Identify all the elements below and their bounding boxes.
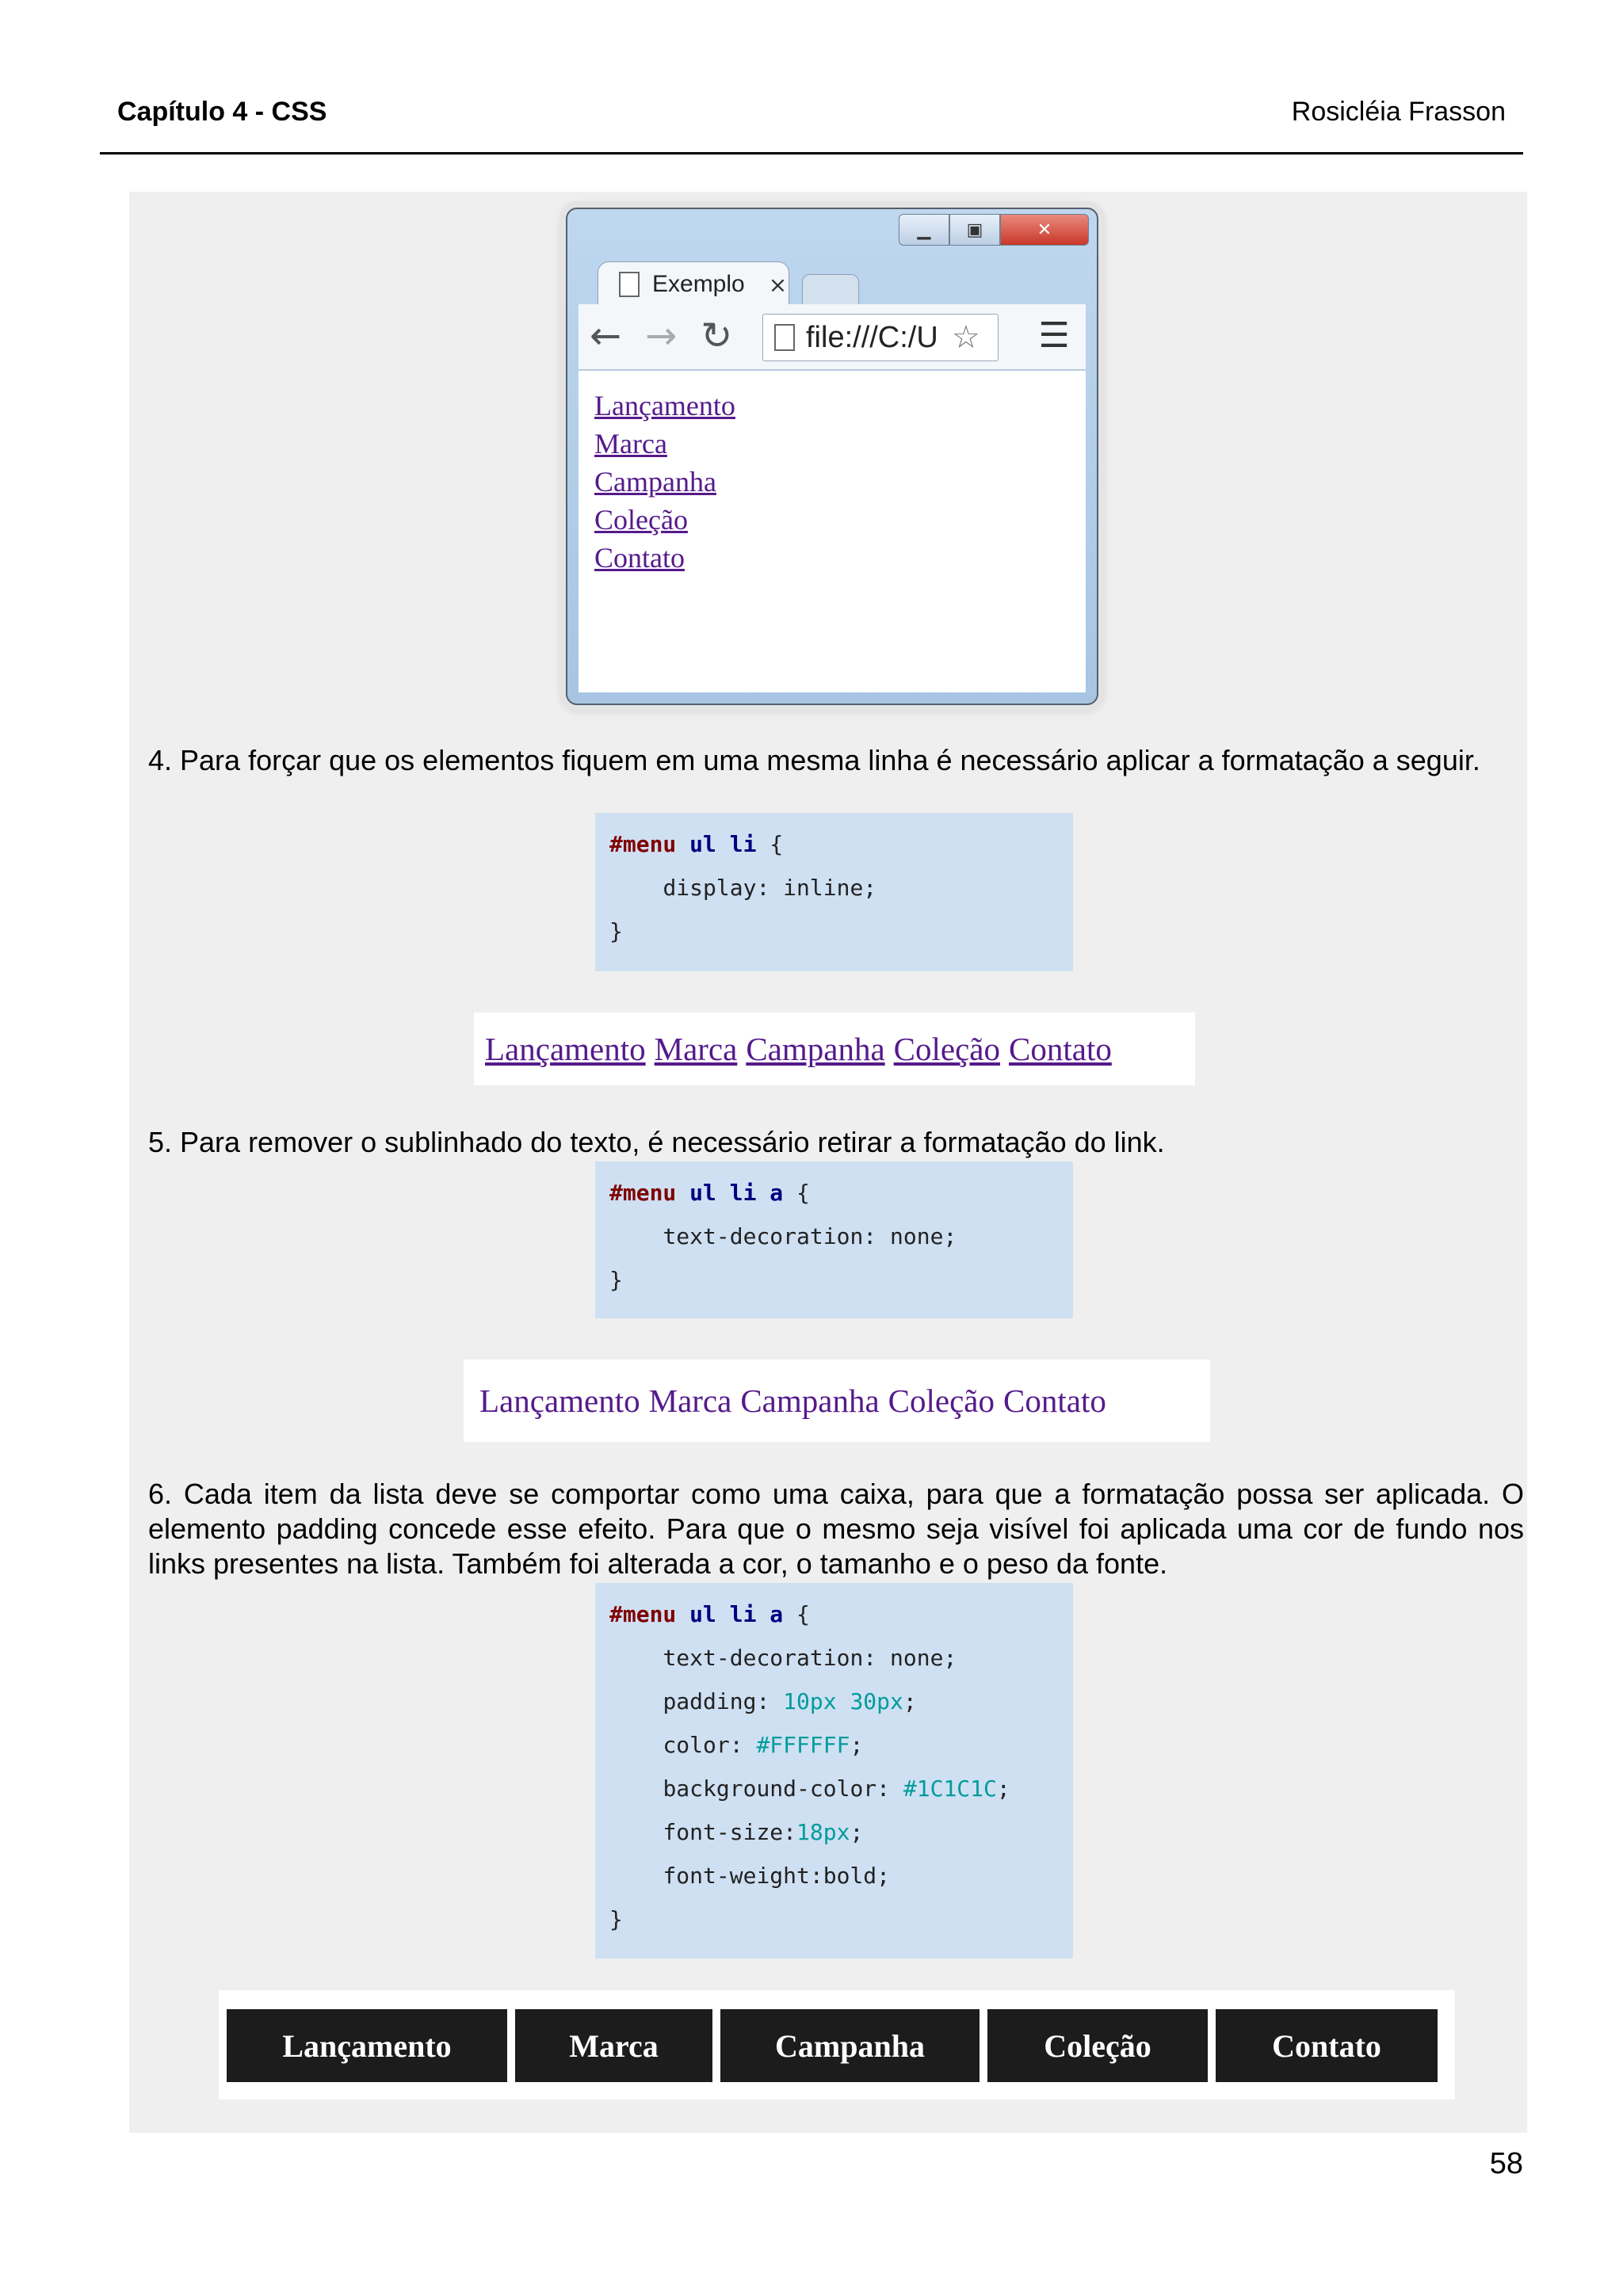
maximize-icon[interactable]: ▣ xyxy=(949,214,1000,246)
demo-link[interactable]: Campanha xyxy=(746,1031,885,1067)
link-lancamento[interactable]: Lançamento xyxy=(594,390,735,421)
link-colecao[interactable]: Coleção xyxy=(594,504,688,536)
step-5-text: 5. Para remover o sublinhado do texto, é necessário retirar a formatação do link. xyxy=(148,1126,1165,1158)
browser-toolbar xyxy=(579,304,1086,370)
browser-window xyxy=(566,208,1098,705)
chapter-title: Capítulo 4 - CSS xyxy=(117,97,327,127)
address-bar[interactable] xyxy=(762,314,999,361)
browser-tab[interactable] xyxy=(598,261,789,307)
author-name: Rosicléia Frasson xyxy=(1291,97,1506,127)
link-campanha[interactable]: Campanha xyxy=(594,466,716,498)
demo-link[interactable]: Campanha xyxy=(740,1383,880,1419)
code-block-inline: #menu ul li { display: inline; } xyxy=(595,813,1073,971)
forward-arrow-icon[interactable]: → xyxy=(645,314,678,358)
demo-link[interactable]: Coleção xyxy=(888,1383,995,1419)
demo-link[interactable]: Lançamento xyxy=(485,1031,646,1067)
new-tab-button[interactable] xyxy=(802,274,859,307)
demo-link[interactable]: Marca xyxy=(654,1031,738,1067)
menu-button-contato[interactable]: Contato xyxy=(1216,2009,1438,2082)
minimize-icon[interactable]: ▁ xyxy=(899,214,949,246)
reload-icon[interactable]: ↻ xyxy=(701,314,733,358)
demo-link[interactable]: Lançamento xyxy=(479,1383,640,1419)
demo-link[interactable]: Marca xyxy=(648,1383,732,1419)
bookmark-star-icon[interactable]: ☆ xyxy=(952,319,980,356)
demo-link[interactable]: Contato xyxy=(1009,1031,1112,1067)
browser-viewport xyxy=(579,371,1086,692)
vertical-link-list xyxy=(579,371,1086,577)
link-marca[interactable]: Marca xyxy=(594,428,667,460)
close-window-icon[interactable]: ✕ xyxy=(1000,214,1089,246)
link-contato[interactable]: Contato xyxy=(594,542,685,574)
step-4-text: 4. Para forçar que os elementos fiquem em uma mesma linha é necessário aplicar a formatação a seguir. xyxy=(148,744,1480,776)
demo-link[interactable]: Contato xyxy=(1003,1383,1106,1419)
step-6-text: 6. Cada item da lista deve se comportar como uma caixa, para que a formatação possa ser aplicada. O elemento padding concede esse efeito. Para que o mesmo seja visível foi aplicada uma cor de fundo nos links presentes na lista. Também foi alterada a cor, o tamanho e o peso da fonte. xyxy=(148,1478,1524,1580)
tab-close-icon[interactable]: × xyxy=(768,271,788,298)
back-arrow-icon[interactable]: ← xyxy=(590,314,622,358)
code-block-box-style: #menu ul li a { text-decoration: none; padding: 10px 30px; color: #FFFFFF; background-color: #1C1C1C; font-size:18px; font-weight:bold; } xyxy=(595,1583,1073,1958)
menu-button-colecao[interactable]: Coleção xyxy=(987,2009,1208,2082)
window-controls xyxy=(899,214,1089,246)
address-url: file:///C:/U xyxy=(806,320,938,354)
menu-button-campanha[interactable]: Campanha xyxy=(720,2009,980,2082)
menu-button-marca[interactable]: Marca xyxy=(515,2009,712,2082)
menu-button-lancamento[interactable]: Lançamento xyxy=(227,2009,507,2082)
demo-link[interactable]: Coleção xyxy=(893,1031,1001,1067)
page-icon xyxy=(774,324,795,351)
menu-bar-demo xyxy=(219,1990,1455,2100)
tab-title: Exemplo xyxy=(652,271,745,297)
inline-links-demo xyxy=(474,1013,1195,1085)
document-icon xyxy=(619,272,640,297)
menu-icon[interactable]: ☰ xyxy=(1038,315,1070,356)
page-header xyxy=(100,93,1523,154)
plain-links-demo xyxy=(464,1360,1210,1442)
code-block-no-underline: #menu ul li a { text-decoration: none; } xyxy=(595,1161,1073,1318)
page-number: 58 xyxy=(1489,2147,1523,2180)
